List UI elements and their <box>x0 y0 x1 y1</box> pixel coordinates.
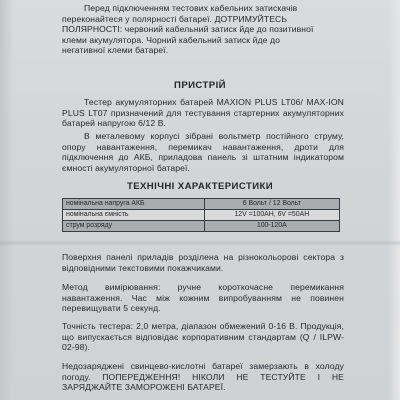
specs-row <box>63 199 340 210</box>
specs-row <box>63 221 340 232</box>
specs-heading: ТЕХНІЧНІ ХАРАКТЕРИСТИКИ <box>126 181 274 192</box>
intro-line-1: Перед підключенням тестових кабельних затискачів <box>84 3 298 13</box>
intro-line-5: негативної клеми батареї. <box>62 45 169 56</box>
accuracy-paragraph: Точність тестера: 2,0 метра, діапазон обмежений 0-16 В. Продукція, що випускається відповідає корпоративним стандартам (Q / ILPW-02-98). <box>62 321 344 353</box>
specs-value: 6 Вольт / 12 Вольт <box>204 199 339 210</box>
specs-label: номінальна напруга АКБ <box>63 199 205 210</box>
intro-line-4: клеми акумулятора. Чорний кабельний затиск йде до <box>62 34 280 45</box>
specs-value: 12V =100AH, 6V =50AH <box>204 210 339 221</box>
measurement-method-paragraph: Метод вимірювання: ручне короткочасне перемикання навантаження. Час між кожним випробуванням не повинен перевищувати 5 секунд. <box>62 282 344 314</box>
intro-line-3: ПОЛЯРНОСТІ: червоний кабельний затиск йде до позитивної <box>62 24 314 35</box>
page-highlight-right <box>388 0 400 400</box>
page-shadow-left <box>0 0 14 400</box>
panel-description-paragraph: Поверхня панелі приладів розділена на різнокольорові сектора з відповідними текстовими покажчиками. <box>62 252 344 273</box>
intro-paragraph <box>62 3 362 56</box>
warning-paragraph: Недозаряджені свинцево-кислотні батареї замерзають в холоду погоду. ПОПЕРЕДЖЕННЯ! НІКОЛИ НЕ ТЕСТУЙТЕ І НЕ ЗАРЯДЖАЙТЕ ЗАМОРОЖЕНІ БАТАРЕЇ. <box>62 361 344 393</box>
specs-label: струм розряду <box>63 221 205 232</box>
device-description-paragraph: Тестер акумуляторних батарей MAXION PLUS LT06/ MAX-ION PLUS LT07 призначений для тестування стартерних акумуляторних батарей напругою 6/12 В. <box>62 97 344 129</box>
specs-table <box>62 198 340 232</box>
specs-value: 100-120А <box>204 221 339 232</box>
device-components-paragraph: В металевому корпусі зібрані вольтметр постійного струму, опору навантаження, перемикач навантаження, дроти для підключення до АКБ, приладова панель зі штатним індикатором ємності акумуляторної батареї. <box>62 131 344 173</box>
specs-row <box>63 210 340 221</box>
specs-label: номінальна ємність <box>63 210 205 221</box>
page-fold-shadow <box>0 240 400 246</box>
intro-line-2: переконайтеся у полярності батареї. ДОТРИМУЙТЕСЬ <box>62 13 288 24</box>
device-heading: ПРИСТРІЙ <box>174 80 226 91</box>
